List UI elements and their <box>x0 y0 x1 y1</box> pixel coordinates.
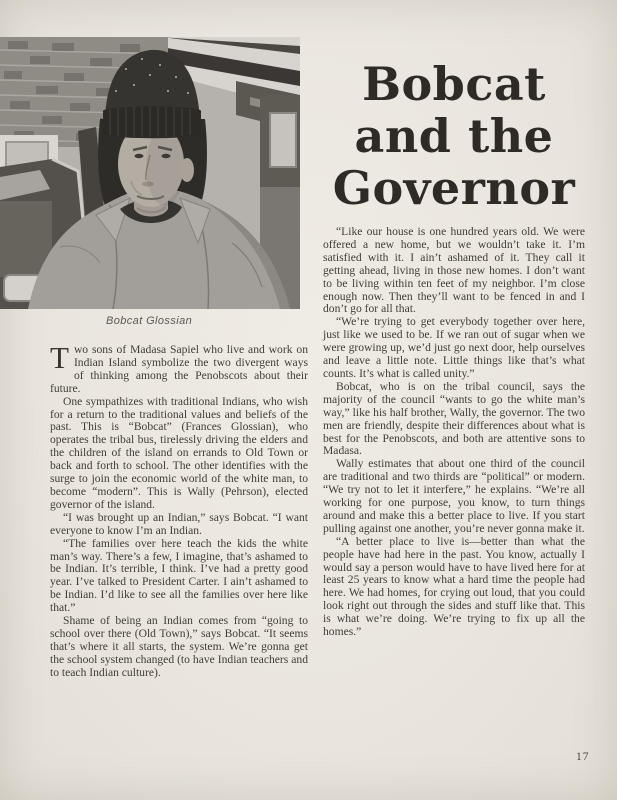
article-title <box>323 58 585 214</box>
left-text-column <box>50 340 308 680</box>
paragraph: One sympathizes with traditional Indians, who wish for a return to the traditional values and beliefs of the past. This is “Bobcat” (Frances Glossian), who operates the tribal bus, tirelessly driving the elders and the children of the island on errands to Old Town or back and forth to school. The other identifies with the surge to join the economic world of the white man, to become “modern”. This is Wally (Pehrson), elected governor of the island. <box>50 394 308 511</box>
opening-text: wo sons of Madasa Sapiel who live and work on Indian Island symbolize the two divergent ways of thinking among the Penobscots about their future. <box>50 343 308 395</box>
paragraph: “Like our house is one hundred years old. We were offered a new home, but we wouldn’t take it. I’m satisfied with it. I ain’t ashamed of it. They call it getting ahead, living in those new homes. I don’t want to be living within ten feet of my neighbor. I’m close enough now. Then they’ll want to be fenced in and I don’t go for all that. <box>323 225 585 316</box>
paragraph: “We’re trying to get everybody together over here, just like we used to be. If we ran out of sugar when we were growing up, we’d just go next door, help ourselves and leave a little note. Little things like that’s what counts. It’s what is called unity.” <box>323 315 585 380</box>
page-number: 17 <box>576 751 590 763</box>
paragraph: Wally estimates that about one third of the council are traditional and two thirds are “political” or modern. “We try not to let it interfere,” he explains. “We’re all working for one purpose, you know, to turn things around and make this a better place to live. If you start pulling against one another, you’re never gonna make it. <box>323 457 585 535</box>
title-line-1: Bobcat <box>362 57 546 111</box>
photo-caption: Bobcat Glossian <box>106 315 193 327</box>
paragraph: Shame of being an Indian comes from “going to school over there (Old Town),” says Bobcat. “It seems that’s where it all starts, the system. We’re gonna get the school system changed (to have Indian teachers and to teach Indian culture). <box>50 614 308 679</box>
ear <box>180 158 194 182</box>
bobcat-photo <box>0 37 300 309</box>
right-text-column <box>323 226 585 639</box>
title-line-3: Governor <box>332 161 576 215</box>
paragraph: “A better place to live is—better than what the people have had here in the past. You know, actually I would say a person would have to have lived here for at least 25 years to know what a hard time the people had here. We had homes, for crying out loud, that you could look right out through the sides and stuff like that. This is what we’re doing. We’re trying to fix up all the homes.” <box>323 534 585 639</box>
title-line-2: and the <box>354 109 554 163</box>
paragraph: Bobcat, who is on the tribal council, says the majority of the council “wants to go the white man’s way,” like his half brother, Wally, the governor. The two men are friendly, despite their differences about what is best for the Penobscots, and both are attentive sons to Madasa. <box>323 379 585 458</box>
paragraph: “The families over here teach the kids the white man’s way. There’s a few, I imagine, that’s ashamed to be Indian. It’s terrible, I think. I’ve had a pretty good year. I’ve talked to President Carter. I ain’t ashamed to be Indian. I’d like to see all the families over here like that.” <box>50 536 308 615</box>
drop-cap: T <box>50 340 69 375</box>
paragraph: “I was brought up an Indian,” says Bobcat. “I want everyone to know I’m an Indian. <box>50 510 308 537</box>
paragraph-opening <box>50 340 308 396</box>
